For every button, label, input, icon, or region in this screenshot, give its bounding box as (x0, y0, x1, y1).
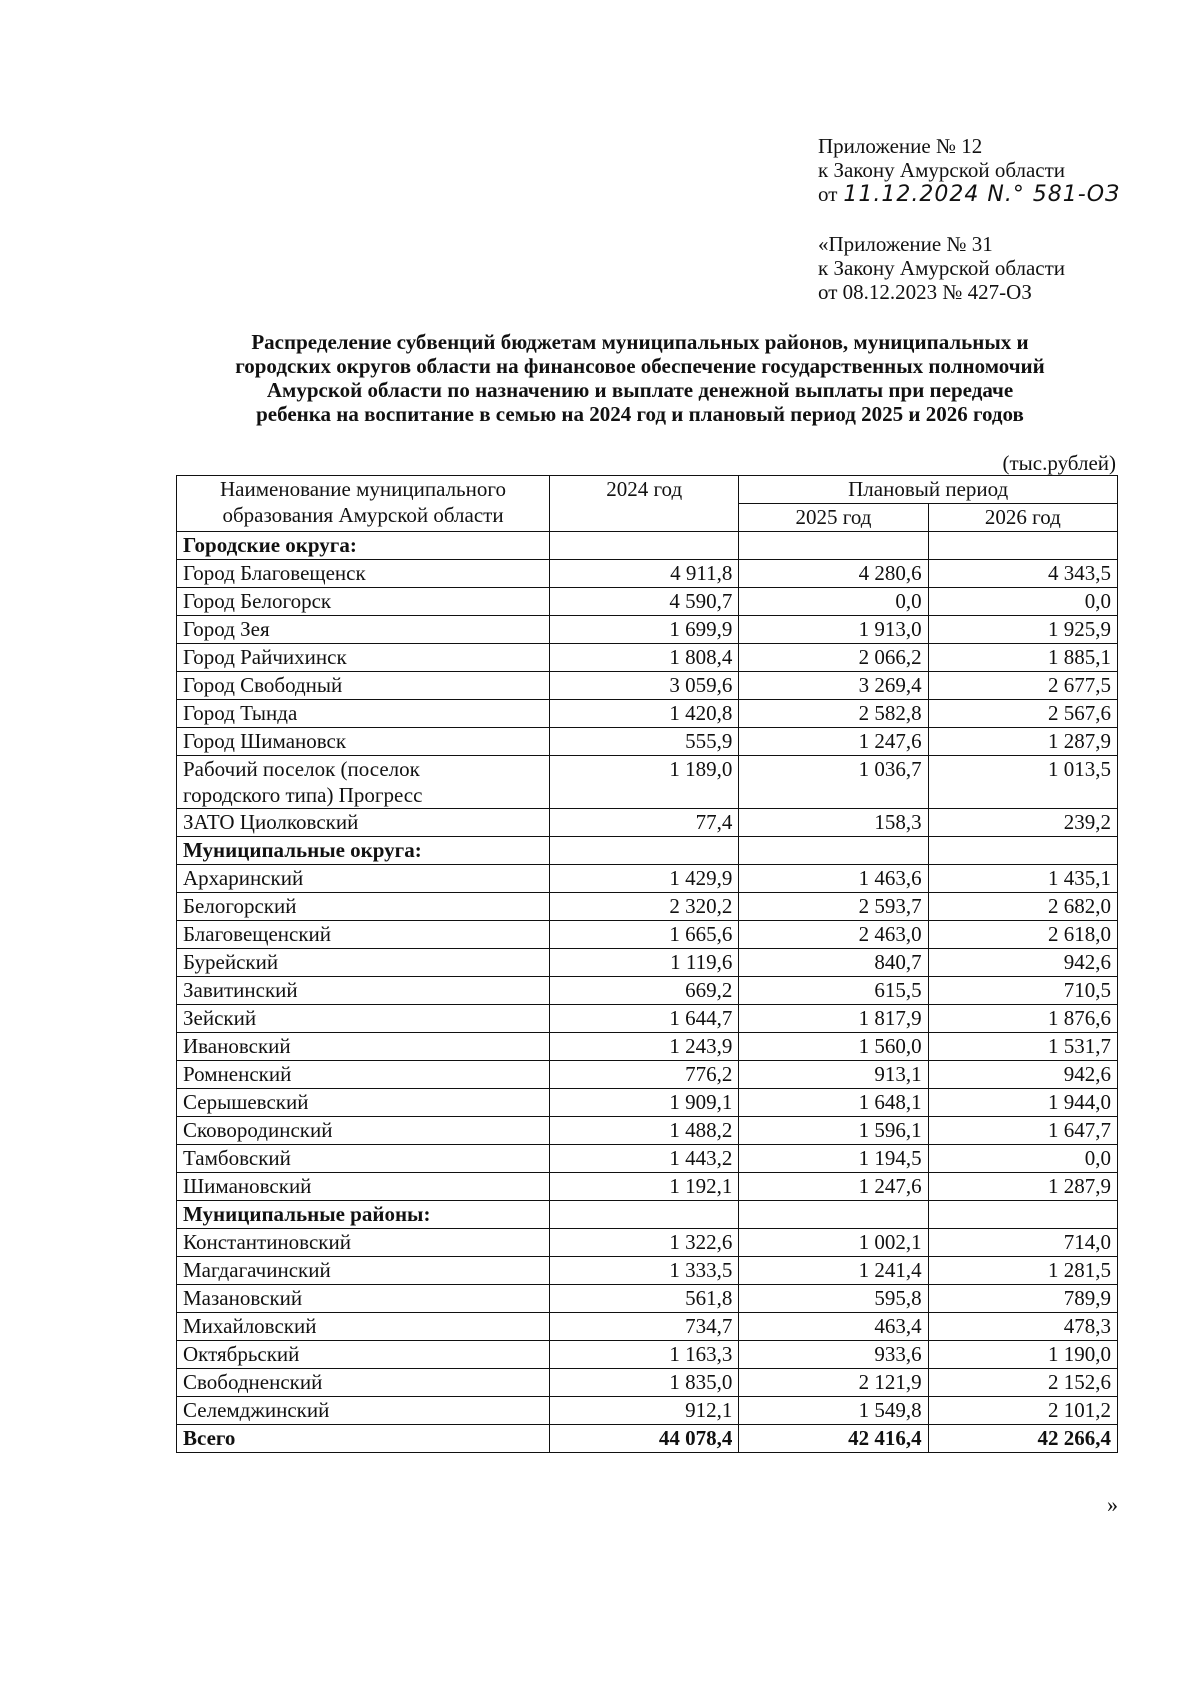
value-2025: 2 582,8 (739, 700, 928, 728)
title-line-2: городских округов области на финансовое обеспечение государственных полномочий (235, 354, 1045, 378)
value-2024: 1 119,6 (550, 949, 739, 977)
table-row (177, 756, 1118, 809)
value-2026: 0,0 (928, 588, 1117, 616)
value-2026: 1 287,9 (928, 728, 1117, 756)
value-2024: 4 911,8 (550, 560, 739, 588)
value-2026: 1 287,9 (928, 1173, 1117, 1201)
value-2026: 2 618,0 (928, 921, 1117, 949)
value-2026: 710,5 (928, 977, 1117, 1005)
value-2025: 1 194,5 (739, 1145, 928, 1173)
appendix-header (818, 134, 1120, 207)
table-header-row (177, 476, 1118, 504)
value-2026: 1 531,7 (928, 1033, 1117, 1061)
value-2026: 2 101,2 (928, 1397, 1117, 1425)
value-2025: 1 913,0 (739, 616, 928, 644)
value-2026: 1 876,6 (928, 1005, 1117, 1033)
value-2024: 561,8 (550, 1285, 739, 1313)
header-name-line-2: образования Амурской области (222, 503, 504, 527)
value-2025: 1 247,6 (739, 1173, 928, 1201)
value-2026: 714,0 (928, 1229, 1117, 1257)
table-row (177, 616, 1118, 644)
value-2024: 3 059,6 (550, 672, 739, 700)
value-2024: 44 078,4 (550, 1425, 739, 1453)
municipality-name: Бурейский (177, 949, 550, 977)
value-2025: 615,5 (739, 977, 928, 1005)
municipality-name: Зейский (177, 1005, 550, 1033)
table-row (177, 893, 1118, 921)
empty-cell (928, 837, 1117, 865)
original-appendix-header (818, 232, 1065, 304)
value-2024: 1 909,1 (550, 1089, 739, 1117)
header-2026: 2026 год (928, 504, 1117, 532)
value-2026: 1 281,5 (928, 1257, 1117, 1285)
table-row (177, 1341, 1118, 1369)
law-date-line (818, 182, 1120, 207)
empty-cell (550, 837, 739, 865)
value-2025: 42 416,4 (739, 1425, 928, 1453)
municipality-name: Город Райчихинск (177, 644, 550, 672)
empty-cell (550, 532, 739, 560)
section-row (177, 837, 1118, 865)
municipality-name: Город Благовещенск (177, 560, 550, 588)
value-2025: 913,1 (739, 1061, 928, 1089)
value-2024: 77,4 (550, 809, 739, 837)
municipality-name: Шимановский (177, 1173, 550, 1201)
table-row (177, 1313, 1118, 1341)
value-2025: 1 817,9 (739, 1005, 928, 1033)
value-2025: 1 036,7 (739, 756, 928, 809)
value-2024: 1 429,9 (550, 865, 739, 893)
header-2024: 2024 год (550, 476, 739, 532)
municipality-name: Город Тында (177, 700, 550, 728)
header-2025: 2025 год (739, 504, 928, 532)
header-name-cell (177, 476, 550, 532)
subvention-table (176, 475, 1118, 1453)
municipality-name: Ромненский (177, 1061, 550, 1089)
value-2025: 1 002,1 (739, 1229, 928, 1257)
value-2025: 1 596,1 (739, 1117, 928, 1145)
value-2024: 1 163,3 (550, 1341, 739, 1369)
value-2026: 239,2 (928, 809, 1117, 837)
municipality-name: Белогорский (177, 893, 550, 921)
table-row (177, 809, 1118, 837)
value-2025: 1 463,6 (739, 865, 928, 893)
value-2025: 3 269,4 (739, 672, 928, 700)
table-row (177, 588, 1118, 616)
value-2026: 1 885,1 (928, 644, 1117, 672)
table-row (177, 865, 1118, 893)
municipality-name: Город Белогорск (177, 588, 550, 616)
section-row (177, 1201, 1118, 1229)
value-2025: 840,7 (739, 949, 928, 977)
municipality-name: Тамбовский (177, 1145, 550, 1173)
table-row (177, 1089, 1118, 1117)
municipality-name: Город Зея (177, 616, 550, 644)
municipality-name: Серышевский (177, 1089, 550, 1117)
total-row (177, 1425, 1118, 1453)
municipality-name: Город Свободный (177, 672, 550, 700)
appendix-number: Приложение № 12 (818, 134, 983, 158)
value-2024: 1 808,4 (550, 644, 739, 672)
value-2026: 4 343,5 (928, 560, 1117, 588)
value-2026: 942,6 (928, 949, 1117, 977)
municipality-name: Завитинский (177, 977, 550, 1005)
value-2025: 158,3 (739, 809, 928, 837)
value-2024: 1 322,6 (550, 1229, 739, 1257)
value-2024: 1 443,2 (550, 1145, 739, 1173)
value-2025: 1 560,0 (739, 1033, 928, 1061)
municipality-name: Константиновский (177, 1229, 550, 1257)
handwritten-date-number: 11.12.2024 N.° 581-ОЗ (843, 182, 1121, 207)
value-2026: 1 944,0 (928, 1089, 1117, 1117)
value-2026: 1 647,7 (928, 1117, 1117, 1145)
municipality-name-line-1: Рабочий поселок (поселок (183, 757, 420, 781)
value-2024: 1 420,8 (550, 700, 739, 728)
table-row (177, 1145, 1118, 1173)
municipality-name: Всего (177, 1425, 550, 1453)
municipality-name: Архаринский (177, 865, 550, 893)
header-plan-period: Плановый период (739, 476, 1118, 504)
table-row (177, 1369, 1118, 1397)
original-law-date: от 08.12.2023 № 427-ОЗ (818, 280, 1032, 304)
municipality-name: Сковородинский (177, 1117, 550, 1145)
value-2026: 2 152,6 (928, 1369, 1117, 1397)
section-title: Городские округа: (177, 532, 550, 560)
municipality-name (177, 756, 550, 809)
value-2026: 478,3 (928, 1313, 1117, 1341)
value-2026: 2 567,6 (928, 700, 1117, 728)
title-line-1: Распределение субвенций бюджетам муниципальных районов, муниципальных и (251, 330, 1029, 354)
original-appendix-number: «Приложение № 31 (818, 232, 993, 256)
value-2024: 776,2 (550, 1061, 739, 1089)
table-row (177, 1117, 1118, 1145)
value-2025: 1 247,6 (739, 728, 928, 756)
value-2025: 1 549,8 (739, 1397, 928, 1425)
table-row (177, 1173, 1118, 1201)
value-2024: 1 835,0 (550, 1369, 739, 1397)
document-title (150, 330, 1130, 426)
value-2024: 1 243,9 (550, 1033, 739, 1061)
table-row (177, 1257, 1118, 1285)
value-2024: 1 699,9 (550, 616, 739, 644)
value-2025: 2 593,7 (739, 893, 928, 921)
law-reference: к Закону Амурской области (818, 158, 1066, 182)
municipality-name: Михайловский (177, 1313, 550, 1341)
value-2024: 555,9 (550, 728, 739, 756)
municipality-name: Селемджинский (177, 1397, 550, 1425)
title-line-4: ребенка на воспитание в семью на 2024 год и плановый период 2025 и 2026 годов (256, 402, 1024, 426)
closing-quote: » (1107, 1492, 1118, 1517)
value-2025: 463,4 (739, 1313, 928, 1341)
value-2026: 1 190,0 (928, 1341, 1117, 1369)
municipality-name: Магдагачинский (177, 1257, 550, 1285)
table-row (177, 1229, 1118, 1257)
table-row (177, 728, 1118, 756)
table-row (177, 672, 1118, 700)
value-2025: 2 066,2 (739, 644, 928, 672)
municipality-name: ЗАТО Циолковский (177, 809, 550, 837)
table-row (177, 1285, 1118, 1313)
table-row (177, 644, 1118, 672)
value-2025: 933,6 (739, 1341, 928, 1369)
section-title: Муниципальные районы: (177, 1201, 550, 1229)
table-row (177, 1061, 1118, 1089)
empty-cell (739, 532, 928, 560)
date-prefix: от (818, 182, 838, 206)
empty-cell (739, 1201, 928, 1229)
table-row (177, 1397, 1118, 1425)
title-line-3: Амурской области по назначению и выплате денежной выплаты при передаче (266, 378, 1014, 402)
empty-cell (928, 532, 1117, 560)
value-2024: 734,7 (550, 1313, 739, 1341)
value-2024: 4 590,7 (550, 588, 739, 616)
table-row (177, 949, 1118, 977)
table-row (177, 1005, 1118, 1033)
municipality-name: Благовещенский (177, 921, 550, 949)
municipality-name-line-2: городского типа) Прогресс (183, 783, 423, 807)
table-row (177, 1033, 1118, 1061)
empty-cell (550, 1201, 739, 1229)
table-row (177, 921, 1118, 949)
value-2026: 1 925,9 (928, 616, 1117, 644)
table-row (177, 700, 1118, 728)
value-2026: 942,6 (928, 1061, 1117, 1089)
original-law-reference: к Закону Амурской области (818, 256, 1066, 280)
value-2025: 1 241,4 (739, 1257, 928, 1285)
section-row (177, 532, 1118, 560)
value-2024: 669,2 (550, 977, 739, 1005)
value-2026: 789,9 (928, 1285, 1117, 1313)
value-2026: 2 682,0 (928, 893, 1117, 921)
value-2024: 1 192,1 (550, 1173, 739, 1201)
value-2025: 0,0 (739, 588, 928, 616)
header-name-line-1: Наименование муниципального (220, 477, 506, 501)
value-2026: 1 435,1 (928, 865, 1117, 893)
municipality-name: Октябрьский (177, 1341, 550, 1369)
value-2026: 2 677,5 (928, 672, 1117, 700)
units-label: (тыс.рублей) (1002, 451, 1116, 475)
municipality-name: Ивановский (177, 1033, 550, 1061)
empty-cell (739, 837, 928, 865)
value-2024: 1 665,6 (550, 921, 739, 949)
municipality-name: Мазановский (177, 1285, 550, 1313)
value-2025: 2 121,9 (739, 1369, 928, 1397)
section-title: Муниципальные округа: (177, 837, 550, 865)
value-2025: 2 463,0 (739, 921, 928, 949)
value-2024: 1 488,2 (550, 1117, 739, 1145)
value-2026: 0,0 (928, 1145, 1117, 1173)
value-2025: 4 280,6 (739, 560, 928, 588)
value-2024: 2 320,2 (550, 893, 739, 921)
value-2026: 1 013,5 (928, 756, 1117, 809)
value-2024: 1 333,5 (550, 1257, 739, 1285)
table-row (177, 977, 1118, 1005)
value-2024: 1 644,7 (550, 1005, 739, 1033)
municipality-name: Город Шимановск (177, 728, 550, 756)
value-2025: 595,8 (739, 1285, 928, 1313)
value-2024: 1 189,0 (550, 756, 739, 809)
table-row (177, 560, 1118, 588)
municipality-name: Свободненский (177, 1369, 550, 1397)
value-2025: 1 648,1 (739, 1089, 928, 1117)
value-2026: 42 266,4 (928, 1425, 1117, 1453)
empty-cell (928, 1201, 1117, 1229)
value-2024: 912,1 (550, 1397, 739, 1425)
